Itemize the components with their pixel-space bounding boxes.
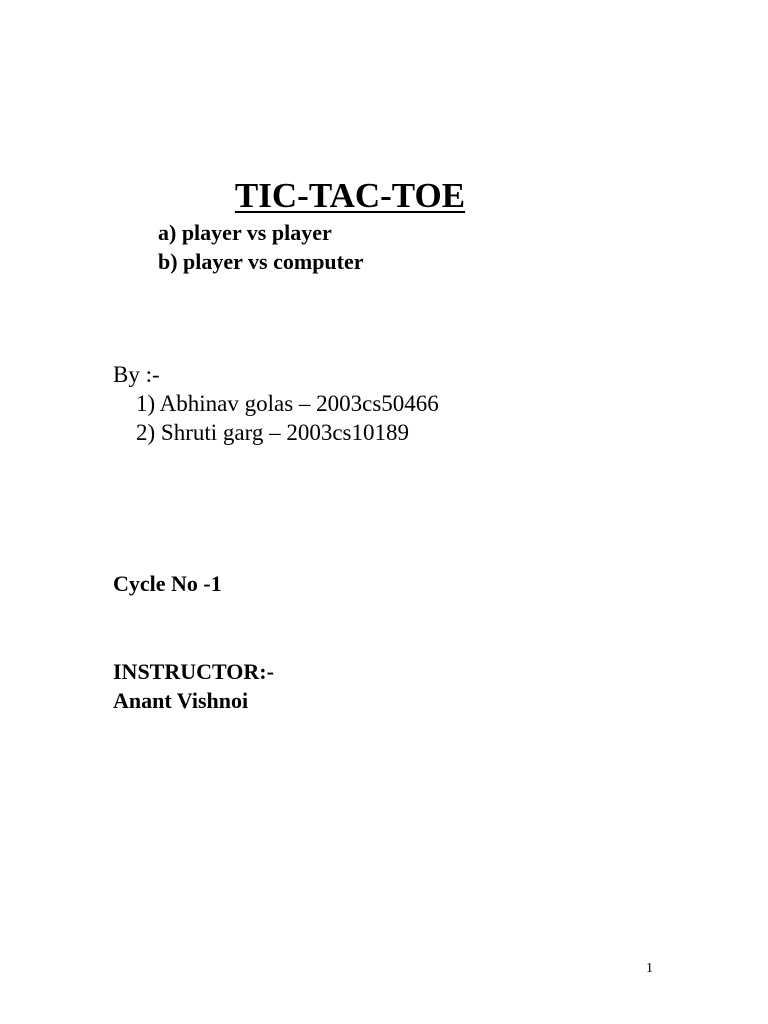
document-title: TIC-TAC-TOE [234,176,466,215]
cycle-number: Cycle No -1 [113,571,222,596]
instructor-label: INSTRUCTOR:- [113,659,274,684]
authors-label: By :- [113,362,160,387]
authors-list [136,389,439,447]
author-item-1: 1) Abhinav golas – 2003cs50466 [136,391,439,416]
instructor-name: Anant Vishnoi [113,688,249,713]
mode-player-vs-computer: b) player vs computer [158,249,364,274]
instructor-block [113,657,274,715]
mode-player-vs-player: a) player vs player [158,220,332,245]
game-modes-list [158,218,364,276]
page-number: 1 [646,961,653,976]
author-item-2: 2) Shruti garg – 2003cs10189 [136,420,410,445]
